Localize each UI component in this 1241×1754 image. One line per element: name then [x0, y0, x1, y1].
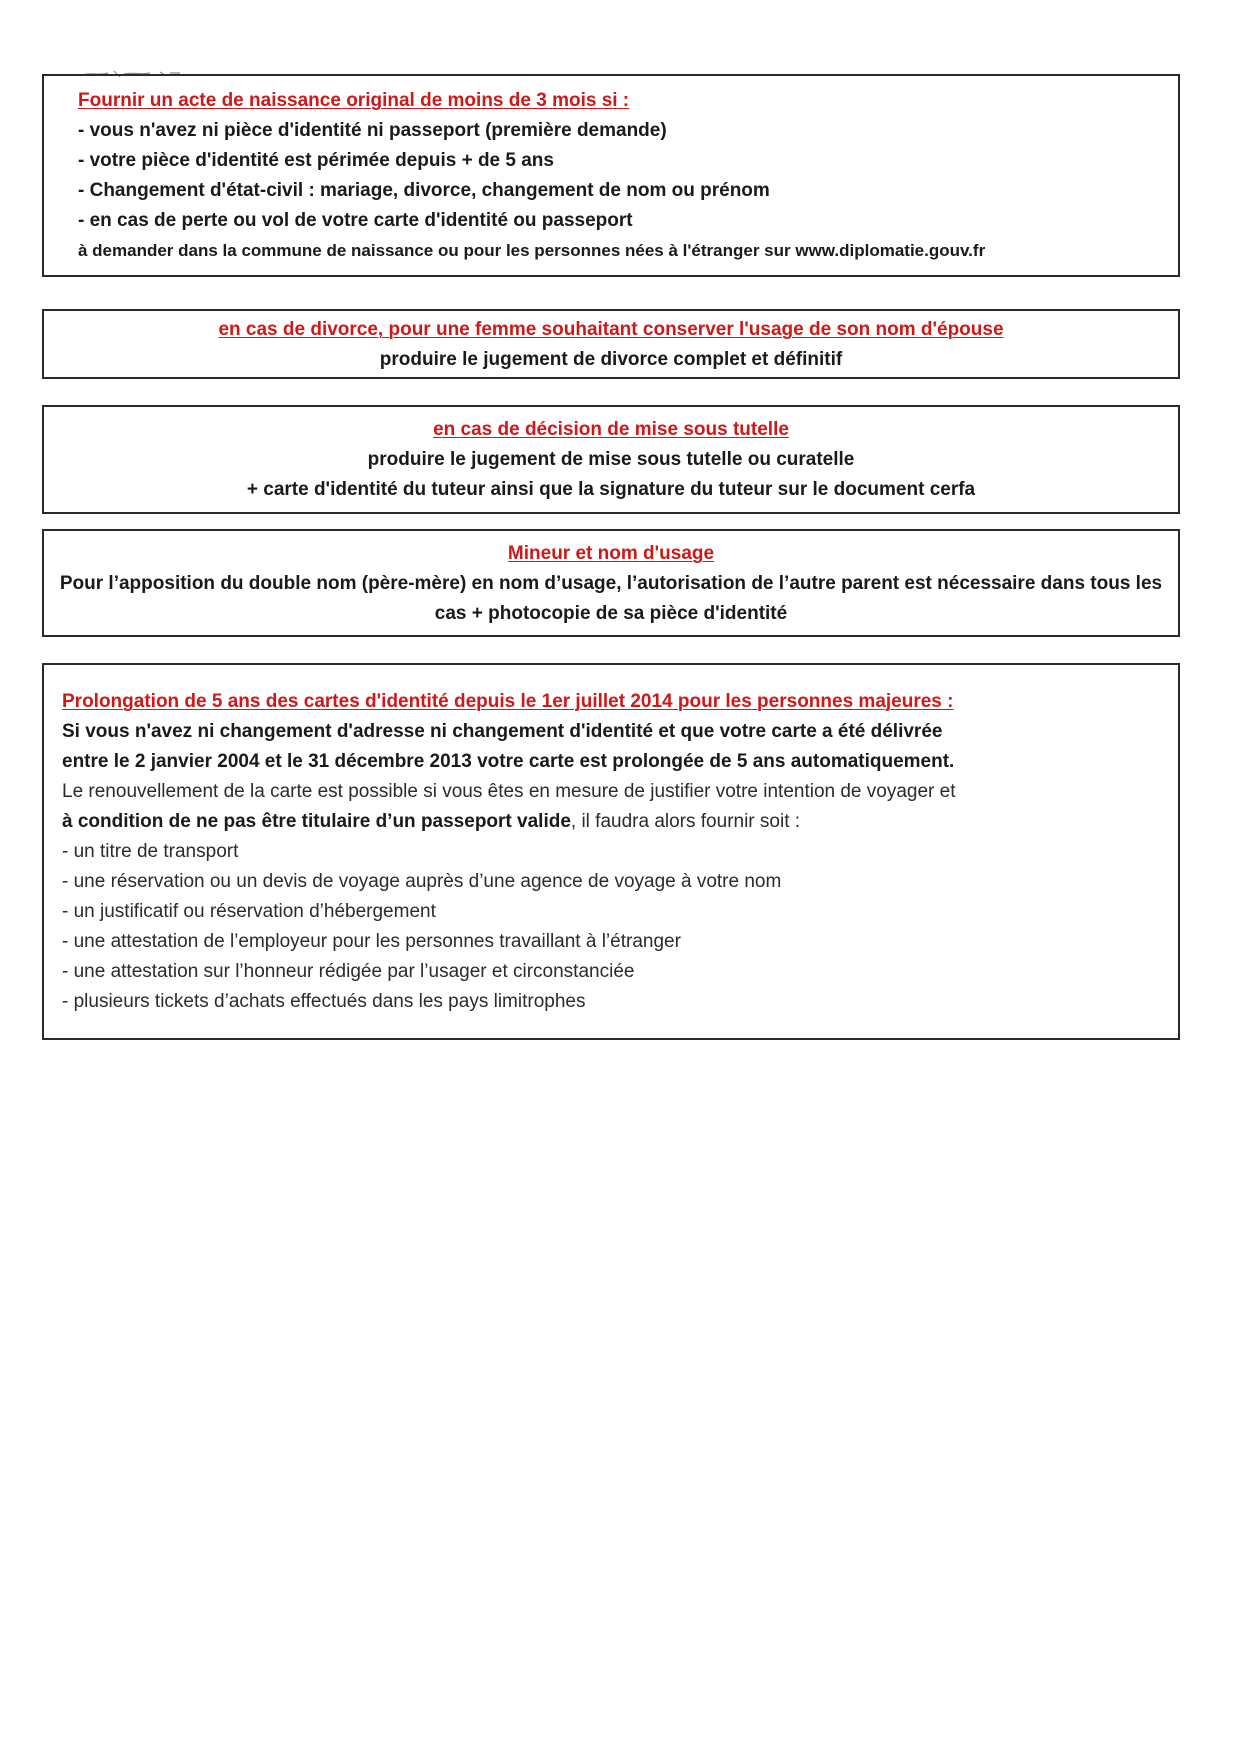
list-item: - Changement d'état-civil : mariage, divorce, changement de nom ou prénom: [78, 180, 770, 201]
id-card-extension-heading: Prolongation de 5 ans des cartes d'identité depuis le 1er juillet 2014 pour les personnes majeures :: [62, 691, 954, 712]
list-item: - une réservation ou un devis de voyage auprès d’une agence de voyage à votre nom: [62, 871, 782, 892]
guardianship-line-1: produire le jugement de mise sous tutelle ou curatelle: [367, 449, 855, 470]
divorce-section: [42, 309, 1180, 379]
renewal-intro-line-1: Le renouvellement de la carte est possible si vous êtes en mesure de justifier votre intention de voyager et: [62, 781, 956, 802]
extension-condition-line-2: entre le 2 janvier 2004 et le 31 décembre 2013 votre carte est prolongée de 5 ans automatiquement.: [62, 751, 955, 772]
renewal-intro-line-2: [62, 807, 1178, 837]
list-item: - une attestation sur l’honneur rédigée par l’usager et circonstanciée: [62, 961, 635, 982]
list-item: - vous n'avez ni pièce d'identité ni passeport (première demande): [78, 120, 667, 141]
birth-certificate-section: [42, 74, 1180, 277]
list-item: - votre pièce d'identité est périmée depuis + de 5 ans: [78, 150, 554, 171]
minor-usage-name-heading: Mineur et nom d'usage: [507, 543, 715, 564]
divorce-heading: en cas de divorce, pour une femme souhaitant conserver l'usage de son nom d'épouse: [218, 319, 1004, 340]
list-item: - plusieurs tickets d’achats effectués dans les pays limitrophes: [62, 991, 586, 1012]
renewal-condition-bold: à condition de ne pas être titulaire d’un passeport valide: [62, 811, 571, 832]
list-item: - un titre de transport: [62, 841, 239, 862]
minor-usage-name-section: [42, 529, 1180, 637]
list-item: - une attestation de l’employeur pour les personnes travaillant à l’étranger: [62, 931, 681, 952]
renewal-condition-rest: , il faudra alors fournir soit :: [570, 811, 801, 832]
guardianship-section: [42, 405, 1180, 514]
birth-certificate-heading: Fournir un acte de naissance original de moins de 3 mois si :: [78, 90, 630, 111]
birth-certificate-note: à demander dans la commune de naissance ou pour les personnes nées à l'étranger sur www.diplomatie.gouv.fr: [78, 241, 986, 260]
minor-usage-name-text: Pour l’apposition du double nom (père-mère) en nom d’usage, l’autorisation de l’autre parent est nécessaire dans tous les cas + photocopie de sa pièce d'identité: [59, 573, 1163, 624]
extension-condition-line-1: Si vous n'avez ni changement d'adresse ni changement d'identité et que votre carte a été délivrée: [62, 721, 943, 742]
guardianship-line-2: + carte d'identité du tuteur ainsi que la signature du tuteur sur le document cerfa: [246, 479, 976, 500]
list-item: - un justificatif ou réservation d’hébergement: [62, 901, 436, 922]
id-card-extension-section: [42, 663, 1180, 1040]
guardianship-heading: en cas de décision de mise sous tutelle: [433, 419, 789, 440]
divorce-text: produire le jugement de divorce complet et définitif: [379, 349, 843, 370]
list-item: - en cas de perte ou vol de votre carte d'identité ou passeport: [78, 210, 633, 231]
